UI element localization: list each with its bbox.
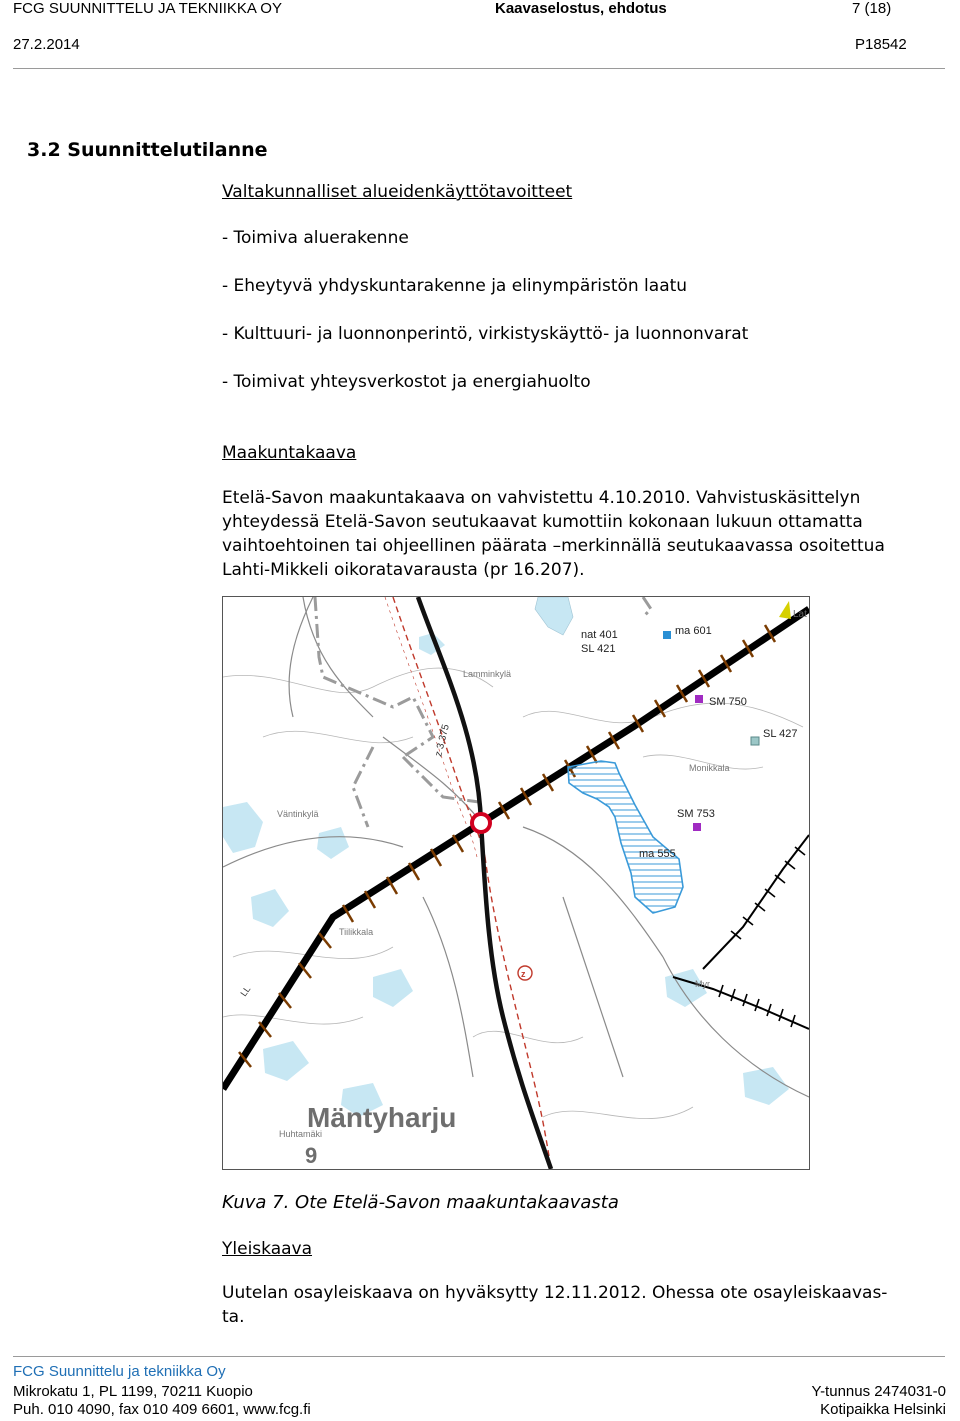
paragraph-line: yhteydessä Etelä-Savon seutukaavat kumottiin kokonaan lukuun ottamatta: [222, 512, 863, 532]
map-label: 9: [305, 1143, 318, 1168]
yleiskaava-heading: Yleiskaava: [222, 1239, 313, 1259]
junction-symbol: [472, 814, 490, 832]
header-page-number: 7 (18): [852, 0, 892, 17]
paragraph-line: ta.: [222, 1307, 245, 1327]
map-label: Monikkala: [689, 763, 730, 773]
map-label: LL: [238, 984, 253, 999]
map-label: SL 427: [763, 728, 798, 740]
lake: [251, 889, 289, 927]
main-road: [418, 597, 551, 1169]
map-label: nat 401: [581, 629, 618, 641]
map-label: SL 421: [581, 643, 616, 655]
ma601-marker: [663, 631, 671, 639]
paragraph-line: Lahti-Mikkeli oikoratavarausta (pr 16.207).: [222, 560, 585, 580]
sl427-marker: [751, 737, 759, 745]
map-label: SM 753: [677, 808, 715, 820]
footer-rule: [13, 1356, 945, 1357]
map-label: Lamminkylä: [463, 669, 512, 679]
map-figure: [222, 596, 810, 1170]
lake: [223, 802, 263, 853]
footer-company: FCG Suunnittelu ja tekniikka Oy: [13, 1363, 226, 1380]
maakuntakaava-heading: Maakuntakaava: [222, 443, 357, 463]
paragraph-line: Uutelan osayleiskaava on hyväksytty 12.11.2012. Ohessa ote osayleiskaavas-: [222, 1283, 888, 1303]
sm750-marker: [695, 695, 703, 703]
sm753-marker: [693, 823, 701, 831]
footer-business-id: Y-tunnus 2474031-0: [811, 1383, 946, 1400]
map-label: Myr: [695, 979, 710, 989]
map-label: z 3.375: [433, 723, 452, 758]
header-rule: [13, 68, 945, 69]
footer-contact: Puh. 010 4090, fax 010 409 6601, www.fcg.fi: [13, 1401, 311, 1418]
protection-area: [568, 761, 683, 913]
lake: [317, 827, 349, 859]
map-label: SM 750: [709, 696, 747, 708]
paragraph-line: vaihtoehtoinen tai ohjeellinen päärata –merkinnällä seutukaavassa osoitettua: [222, 536, 885, 556]
map-label: ma 601: [675, 625, 712, 637]
map-label: Väntinkylä: [277, 809, 319, 819]
map-label: z: [521, 969, 526, 979]
lake: [263, 1041, 309, 1081]
header-company: FCG SUUNNITTELU JA TEKNIIKKA OY: [13, 0, 282, 17]
vat-item: - Eheytyvä yhdyskuntarakenne ja elinympäristön laatu: [222, 276, 688, 296]
header-project-code: P18542: [855, 36, 907, 53]
vat-item: - Kulttuuri- ja luonnonperintö, virkistyskäyttö- ja luonnonvarat: [222, 324, 749, 344]
header-doc-title: Kaavaselostus, ehdotus: [495, 0, 667, 17]
vat-heading: Valtakunnalliset alueidenkäyttötavoitteet: [222, 182, 573, 202]
section-heading: 3.2 Suunnittelutilanne: [27, 139, 268, 161]
figure-caption: Kuva 7. Ote Etelä-Savon maakuntakaavasta: [222, 1192, 619, 1213]
footer-address: Mikrokatu 1, PL 1199, 70211 Kuopio: [13, 1383, 253, 1400]
lake: [373, 969, 413, 1007]
header-date: 27.2.2014: [13, 36, 80, 53]
vat-item: - Toimivat yhteysverkostot ja energiahuolto: [222, 372, 591, 392]
paragraph-line: Etelä-Savon maakuntakaava on vahvistettu 4.10.2010. Vahvistuskäsittelyn: [222, 488, 861, 508]
footer-domicile: Kotipaikka Helsinki: [820, 1401, 946, 1418]
planned-railway: [385, 597, 551, 1169]
main-railway: [223, 609, 809, 1089]
ll-marker: [779, 601, 791, 619]
map-svg: [223, 597, 809, 1169]
lake: [535, 597, 573, 635]
maakuntakaava-paragraph: [222, 486, 952, 582]
yleiskaava-paragraph: [222, 1281, 952, 1329]
vat-item: - Toimiva aluerakenne: [222, 228, 409, 248]
map-label: Mäntyharju: [307, 1102, 457, 1133]
map-label: Lat: [793, 609, 807, 620]
map-label: Huhtamäki: [279, 1129, 323, 1139]
map-label: ma 555: [639, 848, 676, 860]
map-label: Tiilikkala: [339, 927, 374, 937]
